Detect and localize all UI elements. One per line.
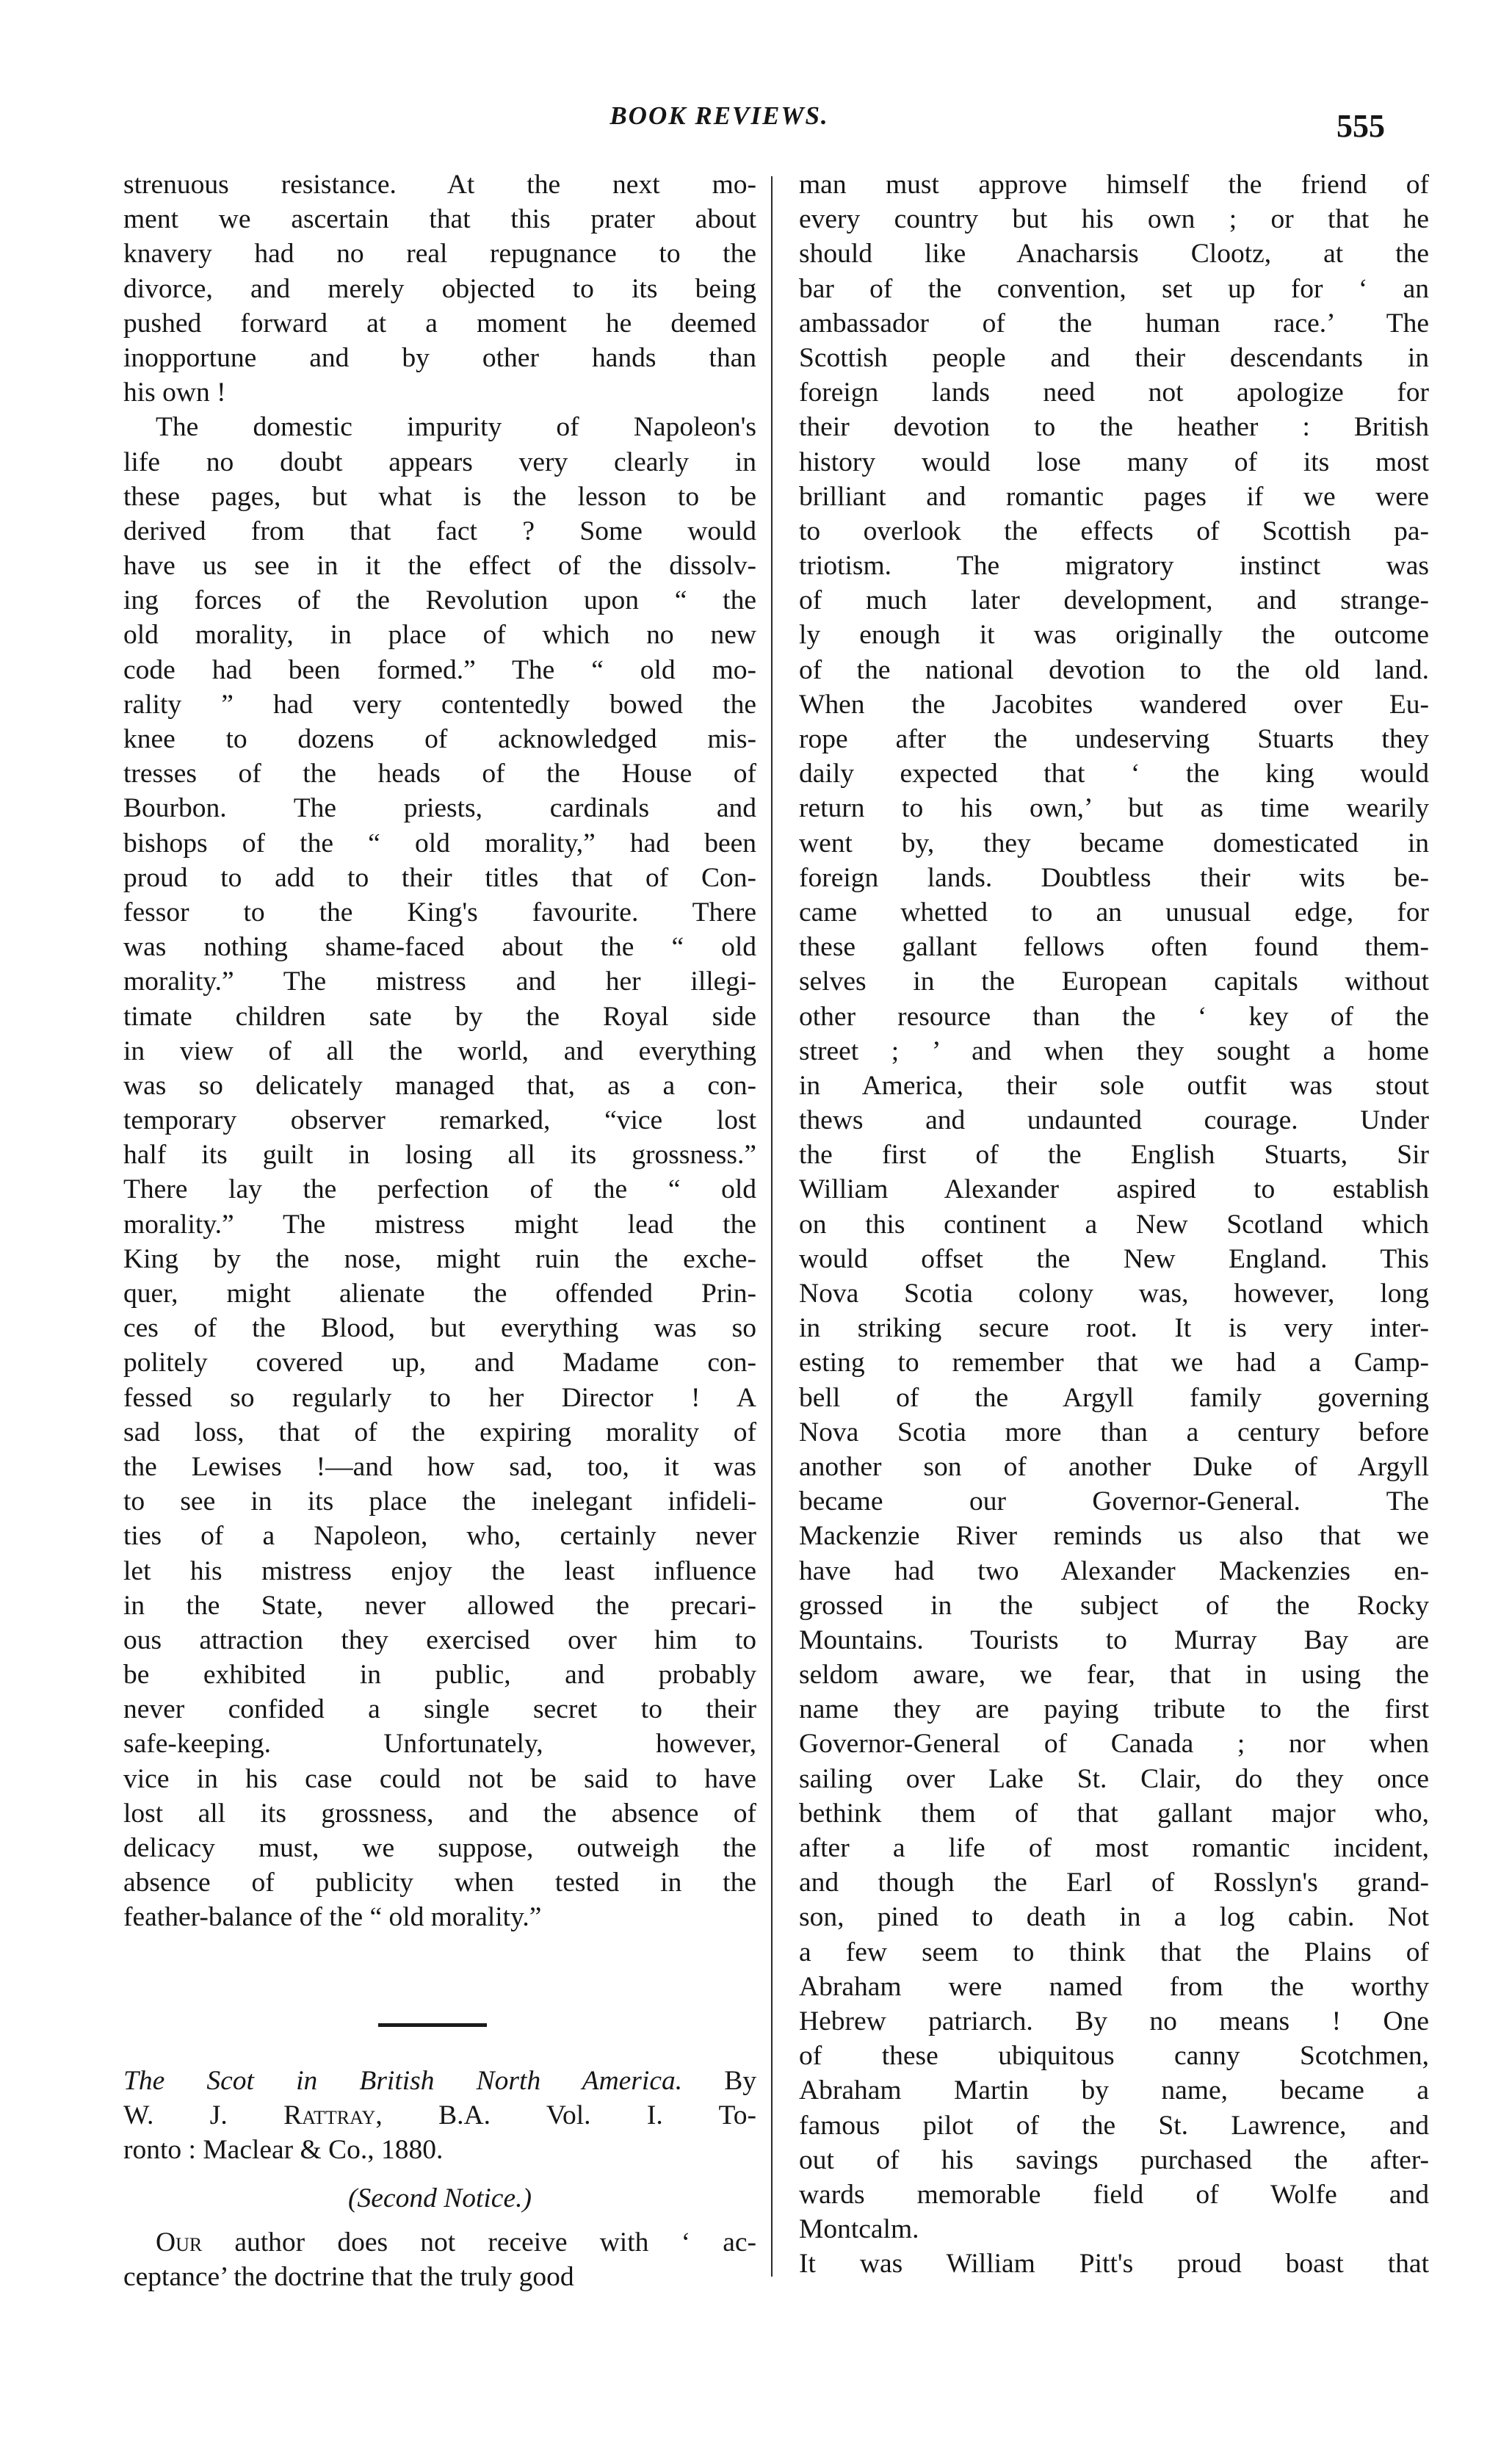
text-line: absence of publicity when tested in the (123, 1868, 756, 1898)
left-column (123, 167, 756, 1935)
text-line: knee to dozens of acknowledged mis- (123, 724, 756, 754)
second-notice: (Second Notice.) (348, 2183, 532, 2213)
text-line: should like Anacharsis Clootz, at the (799, 239, 1429, 270)
text-line: ly enough it was originally the outcome (799, 620, 1429, 651)
review-heading (123, 2064, 756, 2216)
text-line: these gallant fellows often found them- (799, 932, 1429, 963)
text-line: thews and undaunted courage. Under (799, 1105, 1429, 1136)
text-line: man must approve himself the friend of (799, 170, 1429, 200)
text-line: in striking secure root. It is very inter- (799, 1313, 1429, 1344)
text-line: Governor-General of Canada ; nor when (799, 1729, 1429, 1760)
text-line: derived from that fact ? Some would (123, 516, 756, 546)
page-header (0, 101, 1512, 153)
text-line: pushed forward at a moment he deemed (123, 308, 756, 339)
text-line: William Alexander aspired to establish (799, 1174, 1429, 1205)
text-line: fessed so regularly to her Director ! A (123, 1382, 756, 1413)
text-line: be exhibited in public, and probably (123, 1660, 756, 1691)
text-line: ces of the Blood, but everything was so (123, 1313, 756, 1344)
text-line: to overlook the effects of Scottish pa- (799, 516, 1429, 546)
page-number: 555 (1336, 108, 1385, 144)
text-line: return to his own,’ but as time wearily (799, 793, 1429, 824)
text-line: There lay the perfection of the “ old (123, 1174, 756, 1205)
text-line: politely covered up, and Madame con- (123, 1348, 756, 1378)
text-line: son, pined to death in a log cabin. Not (799, 1902, 1429, 1933)
text-line: was nothing shame-faced about the “ old (123, 932, 756, 963)
text-line: rality ” had very contentedly bowed the (123, 689, 756, 720)
text-line: a few seem to think that the Plains of (799, 1937, 1429, 1967)
author-name: Rattray (283, 2100, 376, 2131)
text-line: wards memorable field of Wolfe and (799, 2179, 1429, 2210)
text-line: grossed in the subject of the Rocky (799, 1590, 1429, 1621)
review-opening-line-2: ceptance’ the doctrine that the truly good (123, 2262, 574, 2293)
text-line: old morality, in place of which no new (123, 620, 756, 651)
text-line: and though the Earl of Rosslyn's grand- (799, 1868, 1429, 1898)
text-line: of much later development, and strange- (799, 585, 1429, 616)
text-line: life no doubt appears very clearly in (123, 447, 756, 477)
text-line: let his mistress enjoy the least influence (123, 1555, 756, 1586)
text-line: vice in his case could not be said to have (123, 1763, 756, 1794)
text-line: triotism. The migratory instinct was (799, 551, 1429, 582)
text-line: on this continent a New Scotland which (799, 1209, 1429, 1240)
text-line: proud to add to their titles that of Con- (123, 862, 756, 893)
text-line: strenuous resistance. At the next mo- (123, 170, 756, 200)
section-divider-rule (378, 2023, 487, 2027)
text-line: inopportune and by other hands than (123, 342, 756, 373)
text-line: never confided a single secret to their (123, 1694, 756, 1725)
text-line: of the national devotion to the old land. (799, 654, 1429, 685)
text-line: Bourbon. The priests, cardinals and (123, 793, 756, 824)
text-line: out of his savings purchased the after- (799, 2144, 1429, 2175)
text-line: feather-balance of the “ old morality.” (123, 1902, 542, 1933)
text-line: quer, might alienate the offended Prin- (123, 1279, 756, 1309)
opening-text: author does not receive with ‘ ac- (202, 2227, 756, 2258)
text-line: rope after the undeserving Stuarts they (799, 724, 1429, 754)
review-publisher-line: ronto : Maclear & Co., 1880. (123, 2135, 444, 2166)
text-line: their devotion to the heather : British (799, 412, 1429, 443)
text-line: bishops of the “ old morality,” had been (123, 828, 756, 859)
review-author-line (123, 2098, 756, 2133)
text-line: safe-keeping. Unfortunately, however, (123, 1729, 756, 1760)
text-line: ing forces of the Revolution upon “ the (123, 585, 756, 616)
text-line: went by, they became domesticated in (799, 828, 1429, 859)
review-title-line (123, 2064, 756, 2098)
review-opening (123, 2225, 756, 2294)
text-line: was so delicately managed that, as a con- (123, 1070, 756, 1101)
author-line-suffix: , B.A. Vol. I. To- (375, 2100, 757, 2131)
text-line: foreign lands need not apologize for (799, 377, 1429, 408)
text-line: Mackenzie River reminds us also that we (799, 1521, 1429, 1552)
text-line: ment we ascertain that this prater about (123, 204, 756, 235)
text-line: bethink them of that gallant major who, (799, 1798, 1429, 1829)
text-line: seldom aware, we fear, that in using the (799, 1660, 1429, 1691)
text-line: brilliant and romantic pages if we were (799, 481, 1429, 512)
text-line: in America, their sole outfit was stout (799, 1070, 1429, 1101)
text-line: selves in the European capitals without (799, 966, 1429, 997)
text-line: after a life of most romantic incident, (799, 1833, 1429, 1863)
text-line: in view of all the world, and everything (123, 1035, 756, 1066)
text-line: morality.” The mistress and her illegi- (123, 966, 756, 997)
text-line: Nova Scotia more than a century before (799, 1417, 1429, 1447)
text-line: became our Governor-General. The (799, 1486, 1429, 1517)
text-line: temporary observer remarked, “vice lost (123, 1105, 756, 1136)
text-line: delicacy must, we suppose, outweigh the (123, 1833, 756, 1863)
text-line: his own ! (123, 377, 226, 408)
text-line: fessor to the King's favourite. There (123, 897, 756, 928)
text-line: Abraham Martin by name, became a (799, 2075, 1429, 2106)
text-line: ties of a Napoleon, who, certainly never (123, 1521, 756, 1552)
text-line: in the State, never allowed the precari- (123, 1590, 756, 1621)
text-line: of these ubiquitous canny Scotchmen, (799, 2041, 1429, 2072)
author-initials: W. J. (123, 2100, 228, 2131)
text-line: tresses of the heads of the House of (123, 759, 756, 789)
review-opening-line-1 (123, 2225, 756, 2260)
right-column (799, 167, 1429, 2281)
text-line: King by the nose, might ruin the exche- (123, 1243, 756, 1274)
text-line: sad loss, that of the expiring morality of (123, 1417, 756, 1447)
text-line: would offset the New England. This (799, 1243, 1429, 1274)
text-line: famous pilot of the St. Lawrence, and (799, 2110, 1429, 2141)
text-line: the first of the English Stuarts, Sir (799, 1140, 1429, 1171)
text-line: to see in its place the inelegant infideli- (123, 1486, 756, 1517)
text-line: these pages, but what is the lesson to be (123, 481, 756, 512)
opening-word: Our (156, 2227, 203, 2258)
text-line: name they are paying tribute to the first (799, 1694, 1429, 1725)
text-line: daily expected that ‘ the king would (799, 759, 1429, 789)
text-line: another son of another Duke of Argyll (799, 1451, 1429, 1482)
running-title: BOOK REVIEWS. (609, 101, 829, 130)
text-line: ambassador of the human race.’ The (799, 308, 1429, 339)
text-line: Abraham were named from the worthy (799, 1971, 1429, 2002)
text-line: When the Jacobites wandered over Eu- (799, 689, 1429, 720)
text-line: have had two Alexander Mackenzies en- (799, 1555, 1429, 1586)
text-line: Mountains. Tourists to Murray Bay are (799, 1624, 1429, 1655)
text-line: ous attraction they exercised over him to (123, 1624, 756, 1655)
text-line: the Lewises !—and how sad, too, it was (123, 1451, 756, 1482)
text-line: bell of the Argyll family governing (799, 1382, 1429, 1413)
text-line: half its guilt in losing all its grossness.” (123, 1140, 756, 1171)
review-by: By (724, 2066, 757, 2096)
text-line: code had been formed.” The “ old mo- (123, 654, 756, 685)
text-line: The domestic impurity of Napoleon's (156, 412, 756, 443)
text-line: street ; ’ and when they sought a home (799, 1035, 1429, 1066)
text-line: Nova Scotia colony was, however, long (799, 1279, 1429, 1309)
column-divider (771, 176, 773, 2277)
text-line: lost all its grossness, and the absence of (123, 1798, 756, 1829)
review-book-title: The Scot in British North America. (123, 2066, 683, 2096)
text-line: bar of the convention, set up for ‘ an (799, 273, 1429, 304)
text-line: came whetted to an unusual edge, for (799, 897, 1429, 928)
text-line: Hebrew patriarch. By no means ! One (799, 2006, 1429, 2036)
text-line: sailing over Lake St. Clair, do they once (799, 1763, 1429, 1794)
text-line: knavery had no real repugnance to the (123, 239, 756, 270)
text-line: other resource than the ‘ key of the (799, 1001, 1429, 1032)
text-line: history would lose many of its most (799, 447, 1429, 477)
text-line: esting to remember that we had a Camp- (799, 1348, 1429, 1378)
text-line: Scottish people and their descendants in (799, 342, 1429, 373)
text-line: timate children sate by the Royal side (123, 1001, 756, 1032)
text-line: divorce, and merely objected to its being (123, 273, 756, 304)
text-line: morality.” The mistress might lead the (123, 1209, 756, 1240)
text-line: Montcalm. (799, 2214, 919, 2245)
text-line: It was William Pitt's proud boast that (799, 2249, 1429, 2280)
text-line: have us see in it the effect of the dissolv- (123, 551, 756, 582)
text-line: every country but his own ; or that he (799, 204, 1429, 235)
text-line: foreign lands. Doubtless their wits be- (799, 862, 1429, 893)
